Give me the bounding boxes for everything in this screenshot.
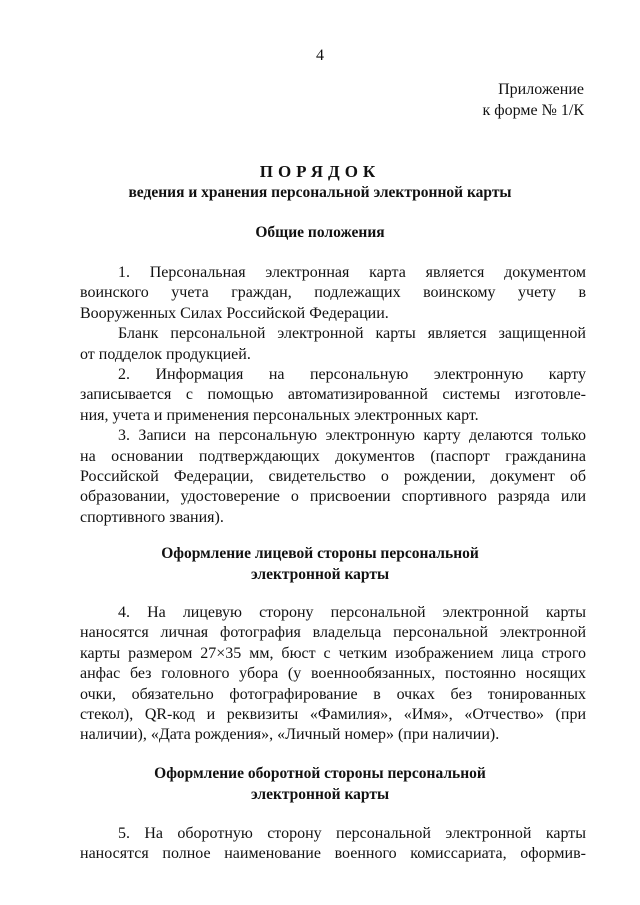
section-heading-text: Оформление оборотной стороны персональной bbox=[154, 765, 486, 782]
text-line: на основании подтверждающих документов (паспорт гражданина bbox=[80, 447, 586, 465]
text-line: наносятся личная фотография владельца персональной электронной bbox=[80, 624, 586, 642]
section-body-general bbox=[80, 263, 586, 528]
text-line: 4. На лицевую сторону персональной электронной карты bbox=[118, 604, 586, 621]
text-line: Бланк персональной электронной карты является защищенной bbox=[118, 325, 586, 343]
appendix-line: Приложение bbox=[498, 81, 584, 98]
section-heading-text: электронной карты bbox=[250, 786, 390, 803]
section-heading-text: Оформление лицевой стороны персональной bbox=[161, 545, 479, 562]
text-line: спортивного звания). bbox=[80, 508, 224, 526]
text-line: записывается с помощью автоматизированной системы изготовле- bbox=[80, 386, 586, 404]
section-heading-general bbox=[0, 222, 640, 243]
text-line: ния, учета и применения персональных электронных карт. bbox=[80, 406, 479, 424]
text-line: анфас без головного убора (у военнообязанных, постоянно носящих bbox=[80, 665, 586, 683]
text-line: 5. На оборотную сторону персональной электронной карты bbox=[118, 825, 586, 842]
text-line: наличии), «Дата рождения», «Личный номер» (при наличии). bbox=[80, 726, 500, 744]
section-body-back bbox=[80, 824, 586, 865]
text-line: воинского учета граждан, подлежащих воинскому учету в bbox=[80, 284, 586, 302]
section-heading-text: Общие положения bbox=[255, 224, 385, 241]
text-line: образовании, удостоверение о присвоении спортивного разряда или bbox=[80, 488, 586, 506]
text-line: от подделок продукцией. bbox=[80, 345, 251, 363]
document-subtitle: ведения и хранения персональной электронной карты bbox=[128, 184, 512, 201]
appendix-reference bbox=[482, 79, 584, 121]
section-body-front bbox=[80, 603, 586, 746]
text-line: 3. Записи на персональную электронную карту делаются только bbox=[118, 427, 586, 445]
text-line: Вооруженных Силах Российской Федерации. bbox=[80, 304, 389, 322]
document-title: ПОРЯДОК bbox=[259, 162, 381, 181]
text-line: очки, обязательно фотографирование в очках без тонированных bbox=[80, 685, 586, 703]
text-line: стекол), QR-код и реквизиты «Фамилия», «Имя», «Отчество» (при bbox=[80, 706, 586, 724]
section-heading-front bbox=[0, 543, 640, 585]
section-heading-text: электронной карты bbox=[250, 566, 390, 583]
text-line: 1. Персональная электронная карта является документом bbox=[118, 264, 586, 281]
text-line: 2. Информация на персональную электронную карту bbox=[118, 366, 586, 384]
section-heading-back bbox=[0, 763, 640, 805]
text-line: Российской Федерации, свидетельство о рождении, документ об bbox=[80, 468, 586, 486]
text-line: карты размером 27×35 мм, бюст с четким изображением лица строго bbox=[80, 644, 586, 662]
page-number: 4 bbox=[316, 47, 324, 64]
text-line: наносятся полное наименование военного комиссариата, оформив- bbox=[80, 845, 586, 863]
appendix-form-line: к форме № 1/К bbox=[482, 102, 584, 119]
